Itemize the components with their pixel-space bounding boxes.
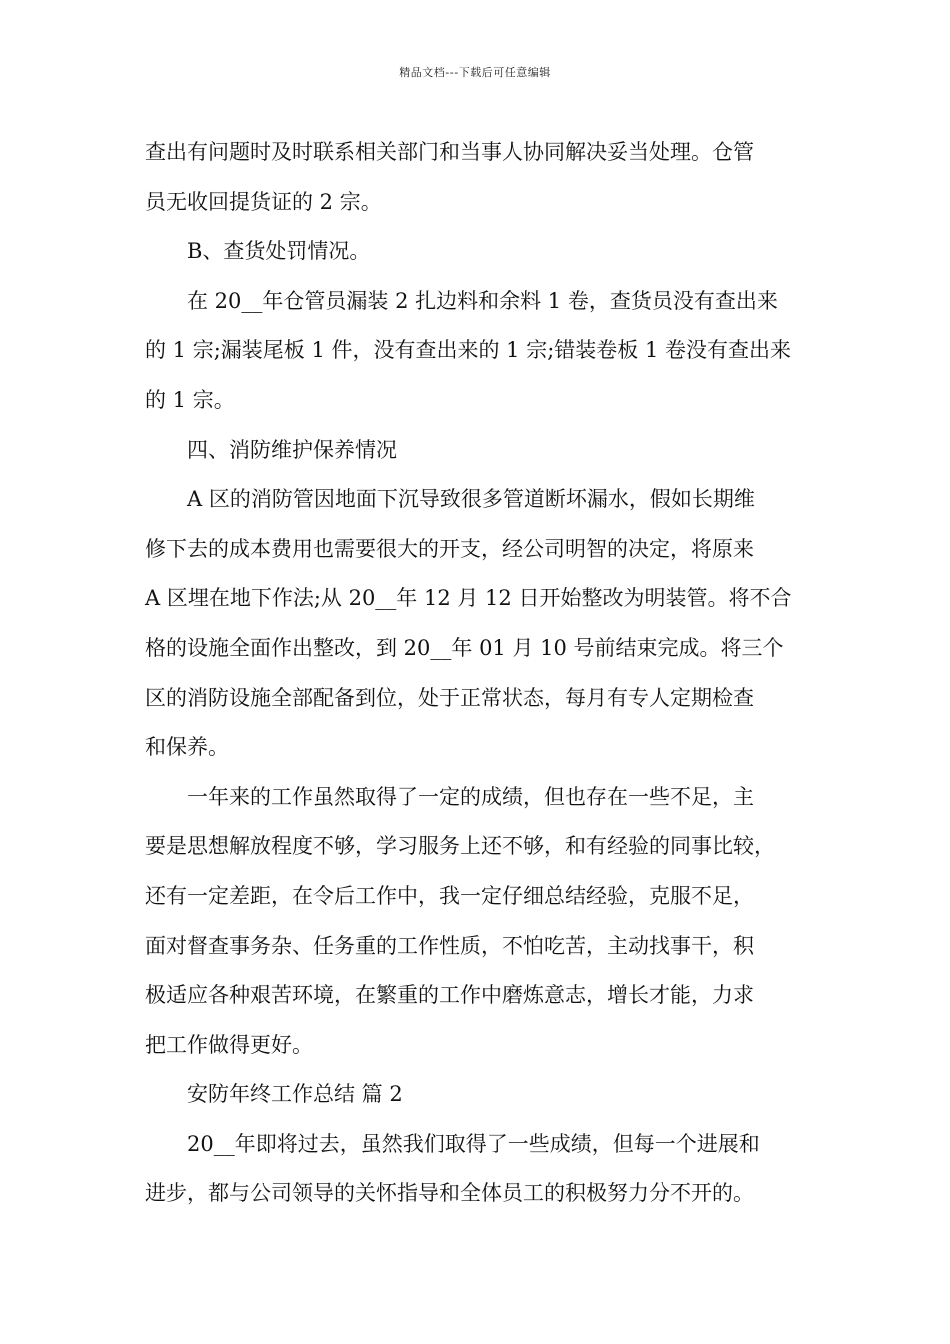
text-line: 修下去的成本费用也需要很大的开支，经公司明智的决定，将原来 [145,536,754,561]
text-line: 极适应各种艰苦环境，在繁重的工作中磨炼意志，增长才能，力求 [145,983,754,1008]
text-line: 格的设施全面作出整改，到 20__年 01 月 10 号前结束完成。将三个 [145,635,784,660]
text-line: B、查货处罚情况。 [187,239,371,264]
text-line: 四、消防维护保养情况 [187,437,397,462]
paragraph [145,277,815,426]
text-line: 要是思想解放程度不够，学习服务上还不够，和有经验的同事比较， [145,834,775,859]
text-line: A 区埋在地下作法;从 20__年 12 月 12 日开始整改为明装管。将不合 [145,586,792,611]
paragraph [145,475,815,773]
text-line: 进步，都与公司领导的关怀指导和全体员工的积极努力分不开的。 [145,1181,754,1206]
paragraph [145,128,815,227]
text-line: 把工作做得更好。 [145,1032,313,1057]
paragraph [145,773,815,1071]
text-line: 的 1 宗;漏装尾板 1 件，没有查出来的 1 宗;错装卷板 1 卷没有查出来 [145,338,791,363]
text-line: 区的消防设施全部配备到位，处于正常状态，每月有专人定期检查 [145,685,754,710]
text-line: 员无收回提货证的 2 宗。 [145,189,382,214]
paragraph [145,1120,815,1219]
section-heading [145,227,815,277]
text-line: 的 1 宗。 [145,387,235,412]
page-header: 精品文档---下载后可任意编辑 [399,66,551,79]
section-heading [145,1070,815,1120]
text-line: 还有一定差距，在令后工作中，我一定仔细总结经验，克服不足， [145,883,754,908]
text-line: 一年来的工作虽然取得了一定的成绩，但也存在一些不足，主 [187,784,754,809]
text-line: A 区的消防管因地面下沉导致很多管道断坏漏水，假如长期维 [187,487,755,512]
text-line: 面对督查事务杂、任务重的工作性质，不怕吃苦，主动找事干，积 [145,933,754,958]
text-line: 查出有问题时及时联系相关部门和当事人协同解决妥当处理。仓管 [145,140,754,164]
text-line: 20__年即将过去，虽然我们取得了一些成绩，但每一个进展和 [187,1131,760,1156]
text-line: 在 20__年仓管员漏装 2 扎边料和余料 1 卷，查货员没有查出来 [187,288,778,313]
section-heading [145,426,815,476]
text-line: 和保养。 [145,735,229,760]
text-line: 安防年终工作总结 篇 2 [187,1082,403,1107]
document-body [145,128,815,1219]
